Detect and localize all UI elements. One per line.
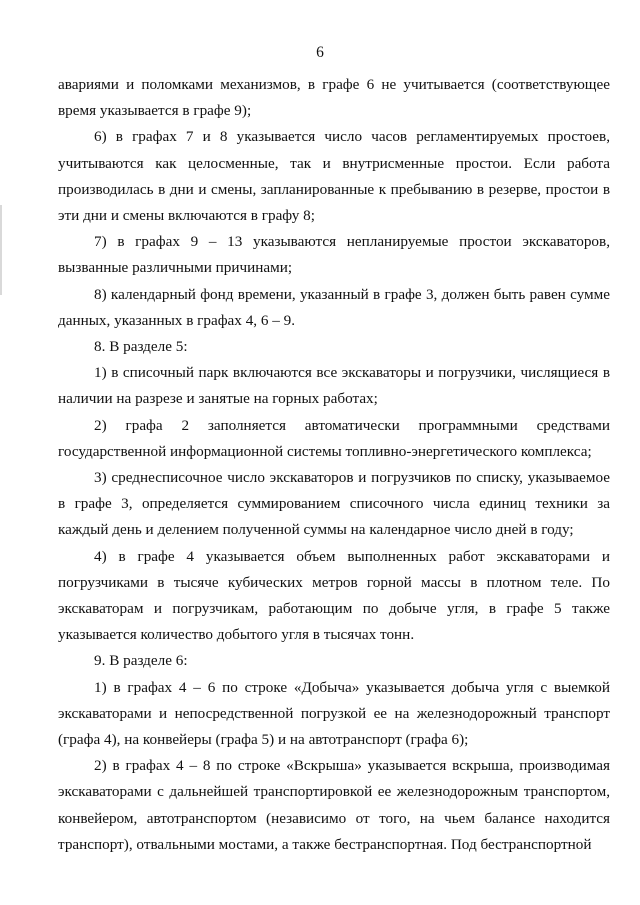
paragraph-section5-item-1: 1) в списочный парк включаются все экскаваторы и погрузчики, числящиеся в наличии на разрезе и занятые на горных работах; (58, 364, 610, 408)
paragraph-item-7: 7) в графах 9 – 13 указываются непланируемые простои экскаваторов, вызванные различными причинами; (58, 233, 610, 277)
paragraph-section6-item-1: 1) в графах 4 – 6 по строке «Добыча» указывается добыча угля с выемкой экскаваторами и непосредственной погрузкой ее на железнодорожный транспорт (графа 4), на конвейеры (графа 5) и на автотранспорт (графа 6); (58, 678, 610, 749)
scan-edge-mark (0, 205, 2, 295)
section-heading-6: 9. В разделе 6: (94, 652, 188, 670)
paragraph-continuation: авариями и поломками механизмов, в графе 6 не учитывается (соответствующее время указывается в графе 9); (58, 76, 610, 120)
page-number: 6 (316, 44, 324, 61)
paragraph-section5-item-2: 2) графа 2 заполняется автоматически программными средствами государственной информационной системы топливно-энергетического комплекса; (58, 416, 610, 460)
paragraph-item-6: 6) в графах 7 и 8 указывается число часов регламентируемых простоев, учитываются как целосменные, так и внутрисменные простои. Если работа производилась в дни и смены, запланированные к пребыванию в резерве, простои в эти дни и смены включаются в графу 8; (58, 128, 610, 225)
paragraph-section5-item-4: 4) в графе 4 указывается объем выполненных работ экскаваторами и погрузчиками в тысяче кубических метров горной массы в плотном теле. По экскаваторам и погрузчикам, работающим по добыче угля, в графе 5 также указывается количество добытого угля в тысячах тонн. (58, 547, 610, 644)
paragraph-section6-item-2: 2) в графах 4 – 8 по строке «Вскрыша» указывается вскрыша, производимая экскаваторами с дальнейшей транспортировкой ее железнодорожным транспортом, конвейером, автотранспортом (независимо от того, на чьем балансе находится транспорт), отвальными мостами, а также бестранспортная. Под бестранспортной (58, 757, 610, 853)
body-text (58, 72, 610, 858)
paragraph-section5-item-3: 3) среднесписочное число экскаваторов и погрузчиков по списку, указываемое в графе 3, определяется суммированием списочного числа единиц техники за каждый день и делением полученной суммы на календарное число дней в году; (58, 469, 610, 539)
section-heading-5: 8. В разделе 5: (94, 338, 188, 356)
paragraph-item-8: 8) календарный фонд времени, указанный в графе 3, должен быть равен сумме данных, указанных в графах 4, 6 – 9. (58, 285, 610, 329)
